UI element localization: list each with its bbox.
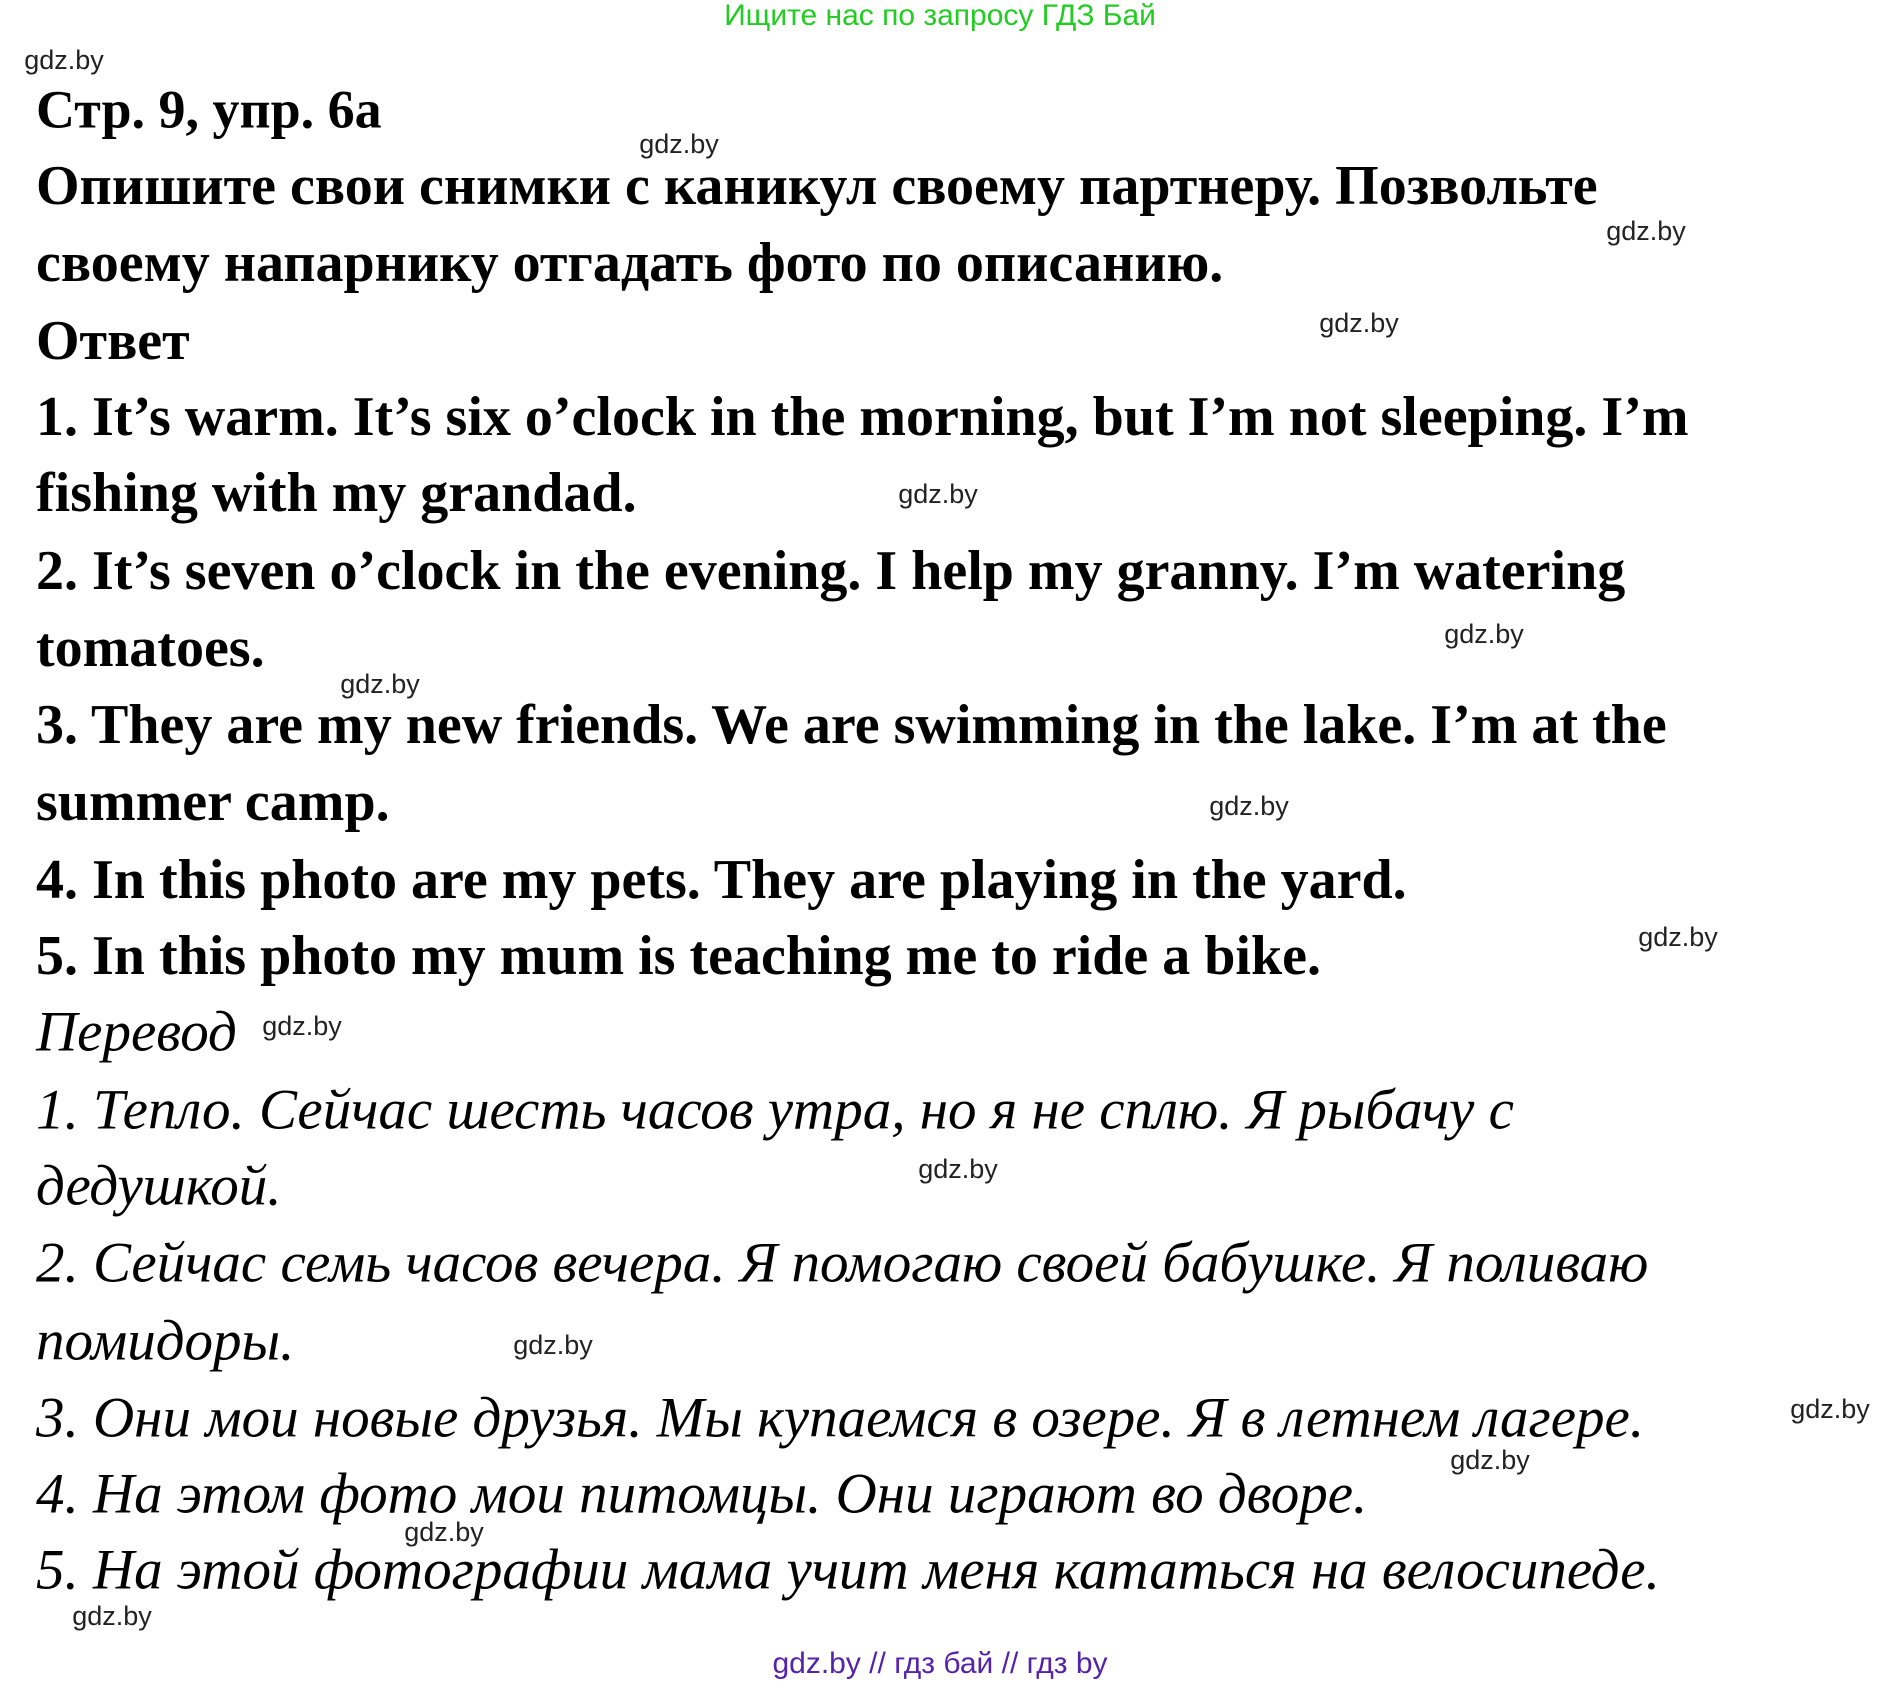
watermark: gdz.by bbox=[639, 128, 719, 159]
watermark: gdz.by bbox=[1444, 618, 1524, 649]
task-line: своему напарнику отгадать фото по описанию. bbox=[36, 231, 1224, 294]
answer-line: fishing with my grandad. bbox=[36, 461, 637, 524]
answer-line: tomatoes. bbox=[36, 616, 265, 679]
footer-links[interactable]: gdz.by // гдз бай // гдз by bbox=[772, 1647, 1108, 1680]
watermark: gdz.by bbox=[513, 1329, 593, 1360]
watermark: gdz.by bbox=[72, 1600, 152, 1631]
watermark: gdz.by bbox=[1638, 921, 1718, 952]
translation-line: 2. Сейчас семь часов вечера. Я помогаю своей бабушке. Я поливаю bbox=[36, 1231, 1649, 1295]
translation-line: 4. На этом фото мои питомцы. Они играют во дворе. bbox=[36, 1462, 1368, 1526]
watermark: gdz.by bbox=[1790, 1393, 1870, 1424]
watermark: gdz.by bbox=[340, 668, 420, 699]
watermark: gdz.by bbox=[1450, 1444, 1530, 1475]
answer-line: 5. In this photo my mum is teaching me to ride a bike. bbox=[36, 924, 1321, 987]
translation-line: помидоры. bbox=[36, 1309, 295, 1373]
watermark: gdz.by bbox=[1606, 215, 1686, 246]
watermark: gdz.by bbox=[262, 1010, 342, 1041]
translation-line: дедушкой. bbox=[36, 1154, 282, 1218]
page-title: Стр. 9, упр. 6а bbox=[36, 79, 382, 140]
answer-line: summer camp. bbox=[36, 770, 390, 833]
answer-heading: Ответ bbox=[36, 309, 190, 372]
watermark: gdz.by bbox=[1209, 790, 1289, 821]
translation-line: 3. Они мои новые друзья. Мы купаемся в озере. Я в летнем лагере. bbox=[36, 1386, 1645, 1450]
header-search-link[interactable]: Ищите нас по запросу ГДЗ Бай bbox=[724, 0, 1156, 32]
watermark: gdz.by bbox=[1319, 307, 1399, 338]
watermark: gdz.by bbox=[898, 478, 978, 509]
answer-line: 2. It’s seven o’clock in the evening. I help my granny. I’m watering bbox=[36, 539, 1626, 602]
watermark: gdz.by bbox=[24, 44, 104, 75]
translation-line: 1. Тепло. Сейчас шесть часов утра, но я не сплю. Я рыбачу с bbox=[36, 1078, 1514, 1142]
watermark: gdz.by bbox=[918, 1153, 998, 1184]
watermark: gdz.by bbox=[404, 1516, 484, 1547]
translation-heading: Перевод bbox=[36, 1000, 237, 1064]
translation-line: 5. На этой фотографии мама учит меня кататься на велосипеде. bbox=[36, 1538, 1660, 1602]
answer-line: 4. In this photo are my pets. They are playing in the yard. bbox=[36, 848, 1407, 911]
task-line: Опишите свои снимки с каникул своему партнеру. Позвольте bbox=[36, 154, 1598, 217]
answer-line: 3. They are my new friends. We are swimming in the lake. I’m at the bbox=[36, 693, 1667, 756]
answer-line: 1. It’s warm. It’s six o’clock in the morning, but I’m not sleeping. I’m bbox=[36, 385, 1689, 448]
